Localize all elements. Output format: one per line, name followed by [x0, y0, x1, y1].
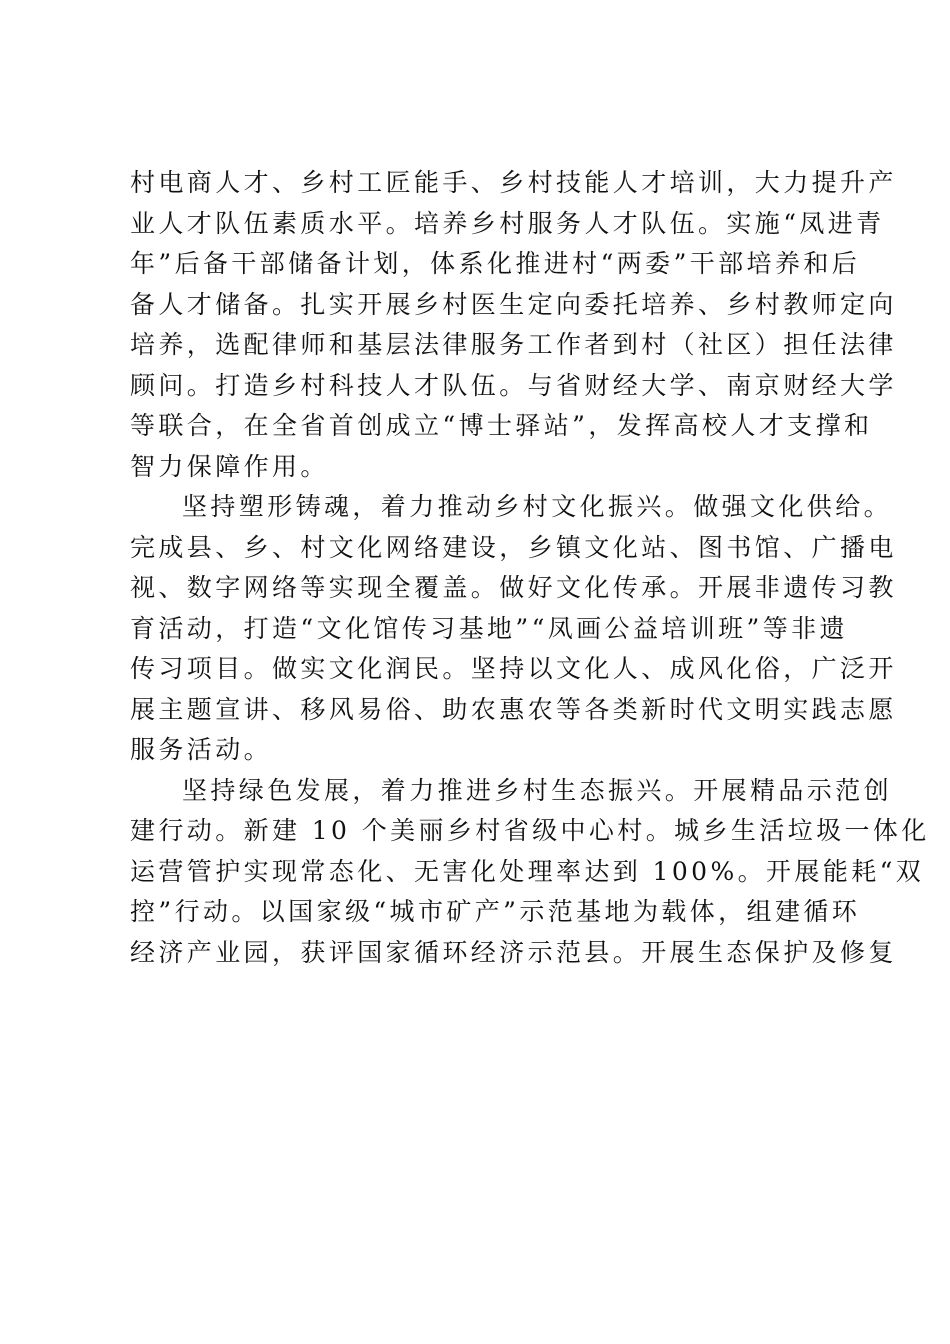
text-line-10: 完成县、乡、村文化网络建设，乡镇文化站、图书馆、广播电	[130, 532, 897, 562]
text-line-6: 顾问。打造乡村科技人才队伍。与省财经大学、南京财经大学	[130, 370, 897, 400]
text-line-20: 经济产业园，获评国家循环经济示范县。开展生态保护及修复	[130, 937, 897, 967]
text-line-19: 控”行动。以国家级“城市矿产”示范基地为载体，组建循环	[130, 897, 861, 926]
text-line-11: 视、数字网络等实现全覆盖。做好文化传承。开展非遗传习教	[130, 573, 897, 602]
text-line-13: 传习项目。做实文化润民。坚持以文化人、成风化俗，广泛开	[130, 654, 897, 683]
text-line-12: 育活动，打造“文化馆传习基地”“凤画公益培训班”等非遗	[130, 613, 848, 643]
text-line-7: 等联合，在全省首创成立“博士驿站”，发挥高校人才支撑和	[130, 411, 873, 440]
text-line-8: 智力保障作用。	[130, 451, 329, 481]
text-line-3: 年”后备干部储备计划，体系化推进村“两委”干部培养和后	[130, 249, 861, 278]
text-line-2: 业人才队伍素质水平。培养乡村服务人才队伍。实施“凤进青	[130, 208, 885, 238]
body-text	[130, 163, 930, 973]
text-line-17: 建行动。新建 10 个美丽乡村省级中心村。城乡生活垃圾一体化	[130, 816, 930, 845]
text-line-9: 坚持塑形铸魂，着力推动乡村文化振兴。做强文化供给。	[182, 492, 893, 521]
text-line-1: 村电商人才、乡村工匠能手、乡村技能人才培训，大力提升产	[130, 168, 897, 197]
text-line-5: 培养，选配律师和基层法律服务工作者到村（社区）担任法律	[130, 330, 897, 359]
text-line-18: 运营管护实现常态化、无害化处理率达到 100%。开展能耗“双	[130, 856, 925, 886]
text-line-4: 备人才储备。扎实开展乡村医生定向委托培养、乡村教师定向	[130, 289, 897, 319]
text-line-15: 服务活动。	[130, 735, 273, 764]
text-line-16: 坚持绿色发展，着力推进乡村生态振兴。开展精品示范创	[182, 775, 893, 805]
text-line-14: 展主题宣讲、移风易俗、助农惠农等各类新时代文明实践志愿	[130, 694, 897, 724]
